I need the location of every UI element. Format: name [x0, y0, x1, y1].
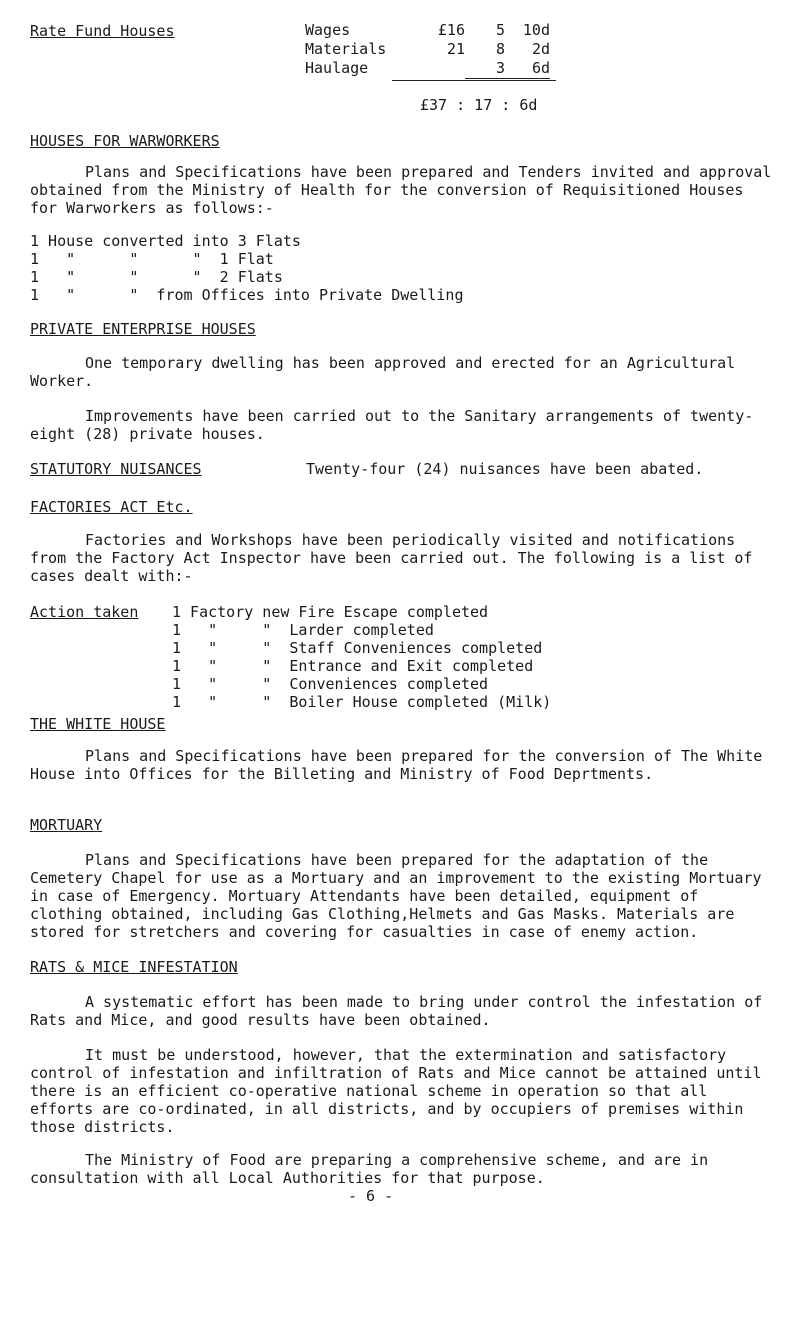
rate-fund-table	[305, 21, 550, 79]
list-item: 1 " " Larder completed	[172, 621, 434, 639]
list-item: 1 " " Boiler House completed (Milk)	[172, 693, 552, 711]
list-item: 1 " " from Offices into Private Dwelling	[30, 286, 464, 304]
private-paragraph-1: One temporary dwelling has been approved and erected for an Agricultural Worker.	[30, 354, 736, 390]
warworkers-paragraph: Plans and Specifications have been prepared and Tenders invited and approval obtained from the Ministry of Health for the conversion of Requisitioned Houses for Warworkers as follows:-	[30, 163, 772, 217]
rate-fund-heading: Rate Fund Houses	[30, 22, 175, 40]
white-house-heading: THE WHITE HOUSE	[30, 715, 166, 733]
rate-fund-total: £37 : 17 : 6d	[420, 96, 538, 114]
list-item: 1 " " " 2 Flats	[30, 268, 283, 286]
rats-heading: RATS & MICE INFESTATION	[30, 958, 238, 976]
mortuary-heading: MORTUARY	[30, 816, 103, 834]
table-row: Wages £16 5 10d	[305, 21, 550, 39]
factories-heading: FACTORIES ACT Etc.	[30, 498, 193, 516]
list-item: 1 Factory new Fire Escape completed	[172, 603, 489, 621]
nuisances-text: Twenty-four (24) nuisances have been abated.	[306, 460, 704, 478]
list-item: 1 House converted into 3 Flats	[30, 232, 301, 250]
action-taken-label: Action taken	[30, 603, 139, 621]
page-number: - 6 -	[348, 1187, 394, 1205]
private-paragraph-2: Improvements have been carried out to the Sanitary arrangements of twenty-eight (28) private houses.	[30, 407, 754, 443]
list-item: 1 " " Entrance and Exit completed	[172, 657, 534, 675]
private-heading: PRIVATE ENTERPRISE HOUSES	[30, 320, 256, 338]
white-house-paragraph: Plans and Specifications have been prepared for the conversion of The White House into Offices for the Billeting and Ministry of Food Deprtments.	[30, 747, 763, 783]
list-item: 1 " " " 1 Flat	[30, 250, 274, 268]
rats-paragraph-2: It must be understood, however, that the extermination and satisfactory control of infestation and infiltration of Rats and Mice cannot be attained until there is an efficient co-operative national scheme in operation so that all efforts are co-ordinated, in all districts, and by occupiers of premises within those districts.	[30, 1046, 762, 1136]
total-rule	[392, 80, 556, 81]
rats-paragraph-1: A systematic effort has been made to bring under control the infestation of Rats and Mice, and good results have been obtained.	[30, 993, 763, 1029]
list-item: 1 " " Conveniences completed	[172, 675, 489, 693]
factories-paragraph: Factories and Workshops have been periodically visited and notifications from the Factory Act Inspector have been carried out. The following is a list of cases dealt with:-	[30, 531, 753, 585]
table-row: Materials 21 8 2d	[305, 40, 550, 58]
rats-paragraph-3: The Ministry of Food are preparing a comprehensive scheme, and are in consultation with all Local Authorities for that purpose.	[30, 1151, 709, 1187]
nuisances-heading: STATUTORY NUISANCES	[30, 460, 202, 478]
mortuary-paragraph: Plans and Specifications have been prepared for the adaptation of the Cemetery Chapel for use as a Mortuary and an improvement to the existing Mortuary in case of Emergency. Mortuary Attendants have been detailed, equipment of clothing obtained, including Gas Clothing,Helmets and Gas Masks. Materials are stored for stretchers and covering for casualties in case of enemy action.	[30, 851, 762, 941]
list-item: 1 " " Staff Conveniences completed	[172, 639, 543, 657]
table-row: Haulage 3 6d	[305, 59, 550, 78]
warworkers-heading: HOUSES FOR WARWORKERS	[30, 132, 220, 150]
